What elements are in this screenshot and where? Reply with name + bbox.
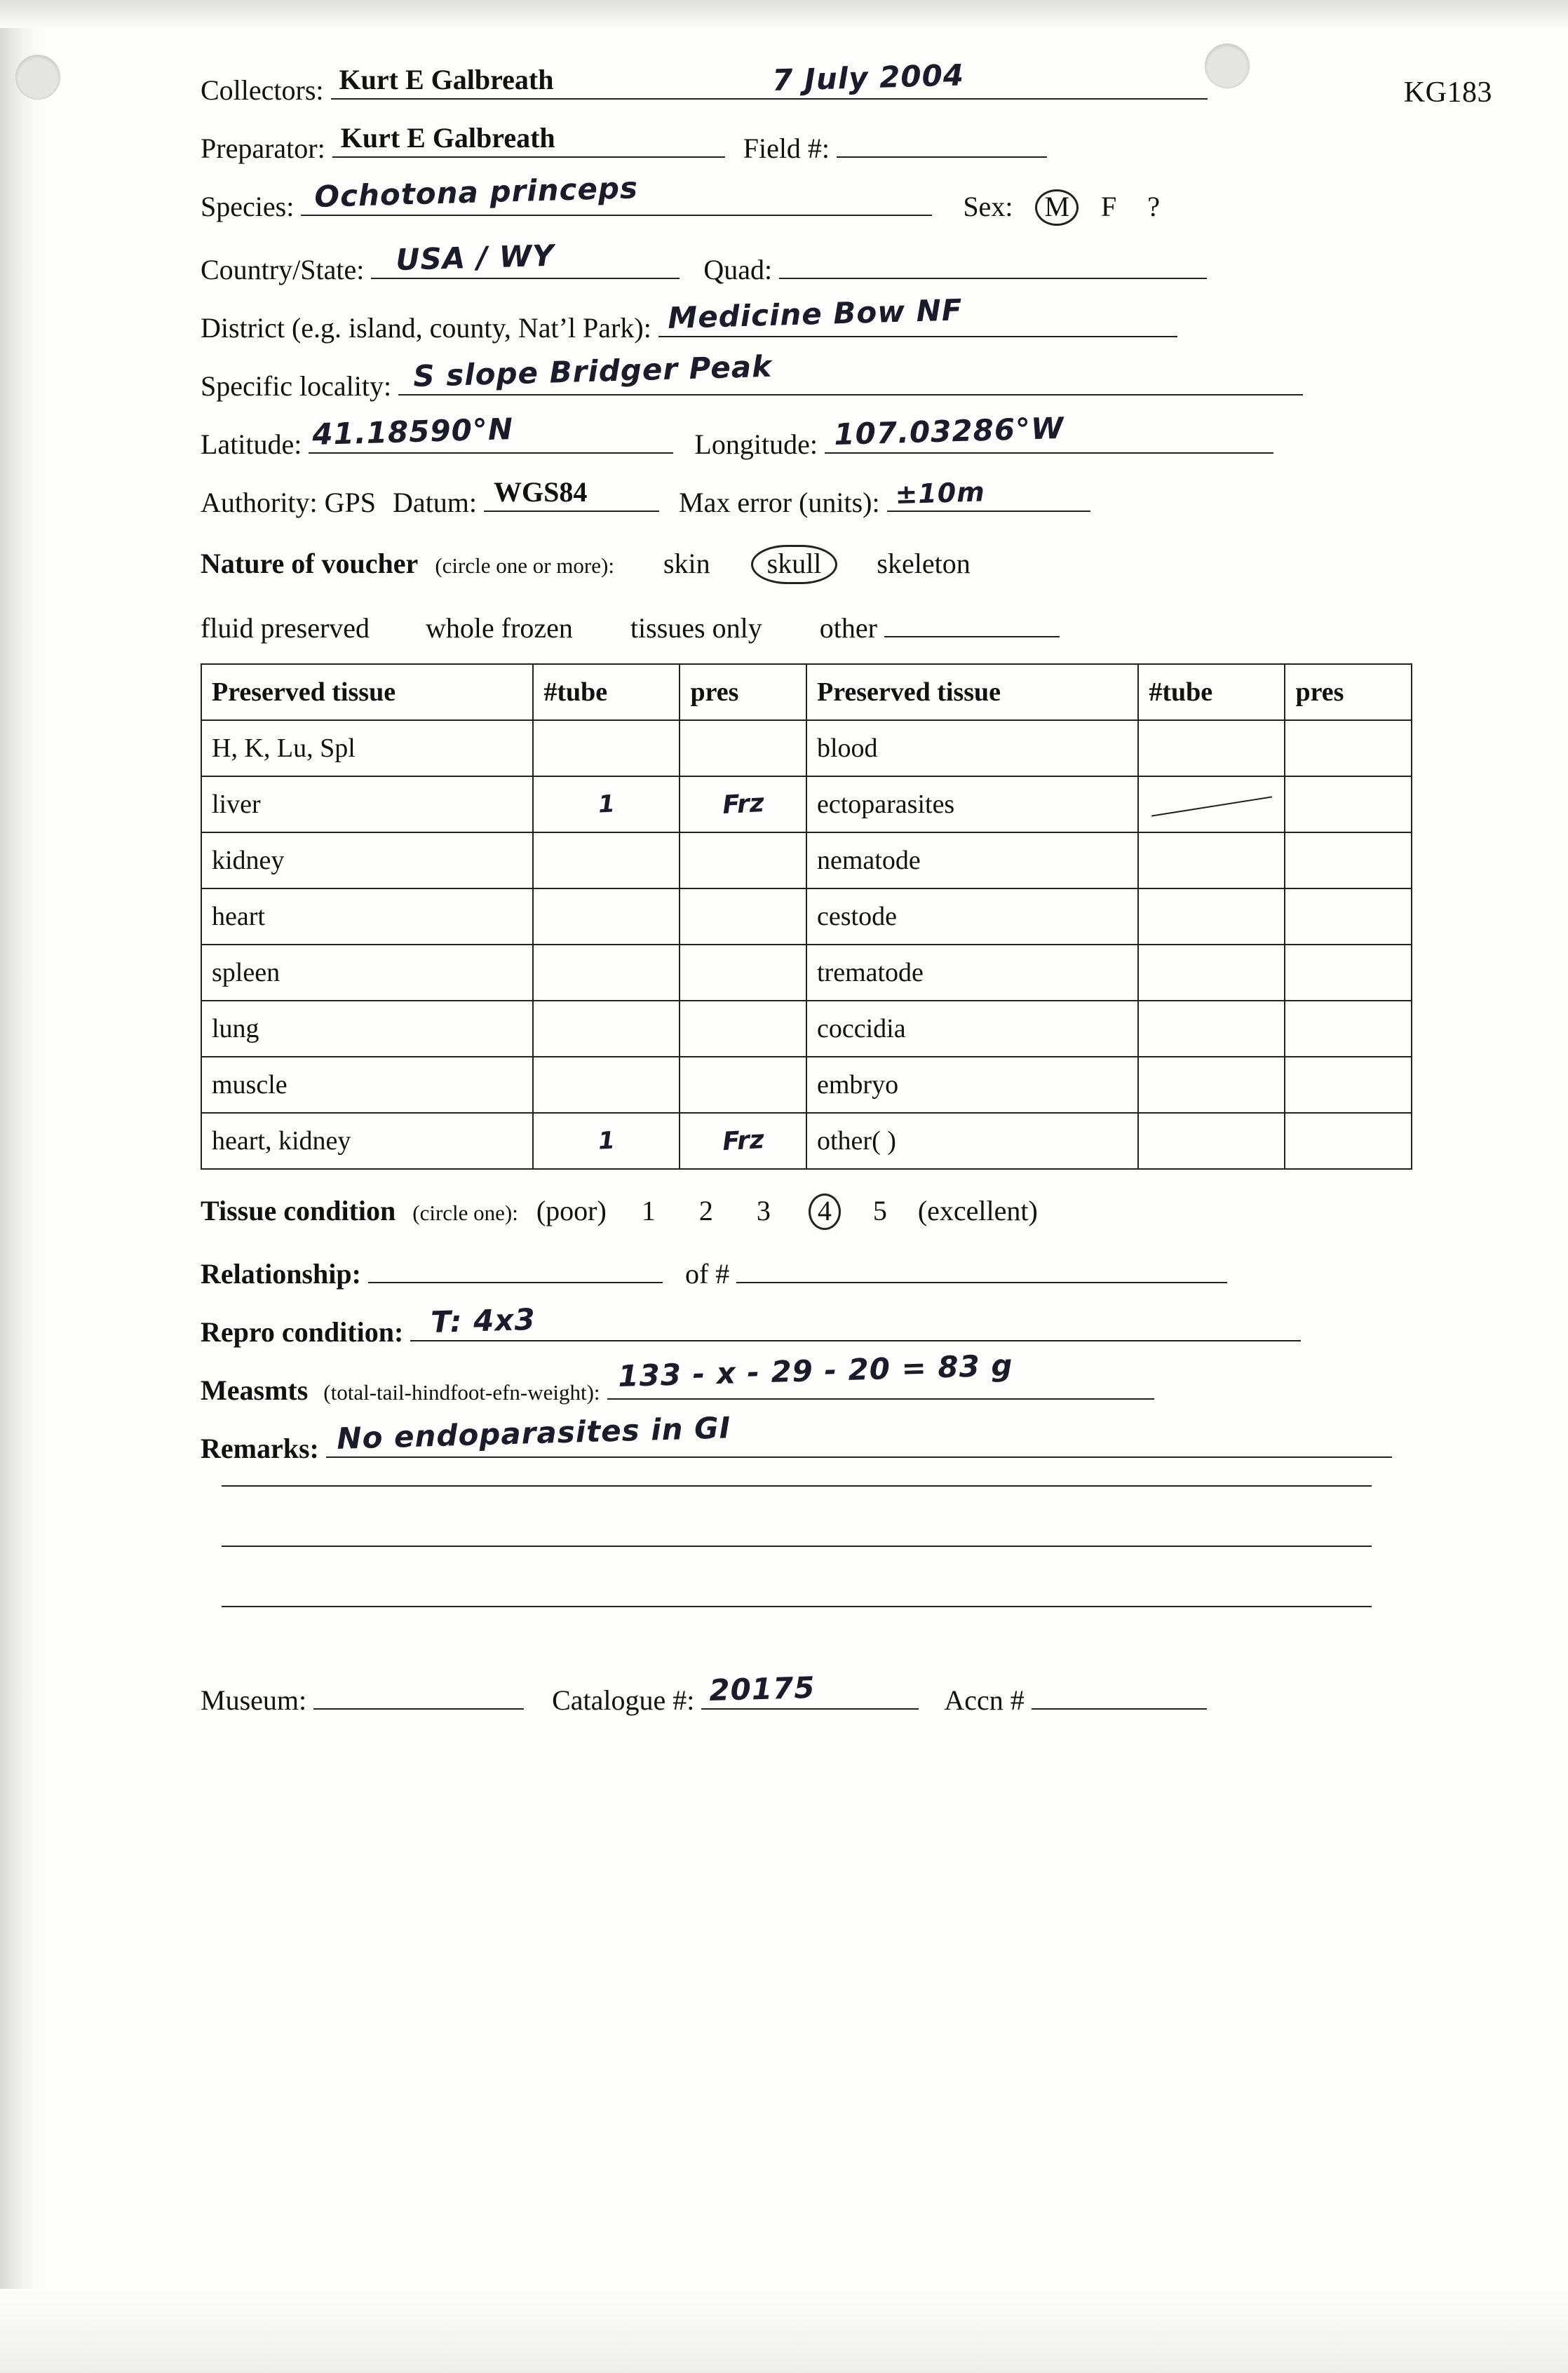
tissue-condition-5[interactable]: 5 xyxy=(872,1195,887,1226)
tissue-name-left: H, K, Lu, Spl xyxy=(201,720,533,776)
tissue-name-right: trematode xyxy=(806,945,1138,1001)
tissue-name-left: muscle xyxy=(201,1057,533,1113)
district-value: Medicine Bow NF xyxy=(667,292,963,335)
tissue-condition-1[interactable]: 1 xyxy=(641,1195,656,1226)
tissue-name-left: liver xyxy=(201,776,533,832)
sex-option-unknown[interactable]: ? xyxy=(1147,191,1161,222)
voucher-row-2 xyxy=(201,605,1484,642)
collectors-label: Collectors: xyxy=(201,74,324,106)
voucher-option-skin[interactable]: skin xyxy=(663,548,710,579)
scan-edge-shadow-bottom xyxy=(0,2289,1568,2373)
tissue-pres-left-value: Frz xyxy=(722,788,765,820)
datum-field[interactable] xyxy=(484,476,659,512)
tissue-condition-3[interactable]: 3 xyxy=(756,1195,771,1226)
tissue-pres-left[interactable] xyxy=(680,832,806,888)
table-row xyxy=(201,776,1412,832)
remarks-extra-line-1-row xyxy=(201,1484,1484,1544)
date-field[interactable] xyxy=(724,58,1208,100)
field-number-field[interactable] xyxy=(837,126,1047,158)
authority-label: Authority: GPS xyxy=(201,487,377,518)
tissue-pres-left[interactable] xyxy=(680,720,806,776)
tissue-pres-left[interactable] xyxy=(680,1113,806,1169)
tissue-pres-left[interactable] xyxy=(680,776,806,832)
measurements-label: Measmts xyxy=(201,1374,309,1406)
preparator-field[interactable] xyxy=(332,122,725,158)
tissue-condition-4[interactable]: 4 xyxy=(809,1194,841,1230)
collectors-row xyxy=(201,58,1484,106)
measurements-sublabel: (total-tail-hindfoot-efn-weight): xyxy=(323,1380,600,1405)
catalogue-value: 20175 xyxy=(709,1670,816,1708)
tissue-name-left: kidney xyxy=(201,832,533,888)
table-row xyxy=(201,1001,1412,1057)
measurements-field[interactable] xyxy=(607,1348,1154,1400)
tissue-name-left: heart xyxy=(201,888,533,945)
relationship-label: Relationship: xyxy=(201,1258,361,1290)
relationship-field[interactable] xyxy=(368,1251,663,1283)
museum-row xyxy=(201,1670,1484,1716)
table-row xyxy=(201,832,1412,888)
tissue-condition-2[interactable]: 2 xyxy=(698,1195,713,1226)
tissue-name-right: embryo xyxy=(806,1057,1138,1113)
remarks-extra-line-3-row xyxy=(201,1604,1484,1665)
latitude-field[interactable] xyxy=(309,412,673,454)
scan-edge-shadow-top xyxy=(0,0,1568,28)
tissue-name-left: heart, kidney xyxy=(201,1113,533,1169)
tissue-tube-left[interactable] xyxy=(533,888,680,945)
longitude-value: 107.03286°W xyxy=(833,410,1065,452)
specimen-id: KG183 xyxy=(1403,76,1492,109)
voucher-option-whole-frozen[interactable]: whole frozen xyxy=(426,612,573,644)
tissue-tube-right[interactable] xyxy=(1138,945,1285,1001)
tissue-condition-instruction: (circle one): xyxy=(412,1201,518,1225)
scan-edge-shadow-left xyxy=(0,0,42,2373)
tissue-tube-left[interactable] xyxy=(533,1001,680,1057)
country-state-row xyxy=(201,238,1484,285)
tissue-name-right: blood xyxy=(806,720,1138,776)
locality-field[interactable] xyxy=(398,349,1303,396)
table-row xyxy=(201,720,1412,776)
repro-condition-value: T: 4x3 xyxy=(430,1302,536,1339)
species-label: Species: xyxy=(201,191,295,222)
locality-value: S slope Bridger Peak xyxy=(412,349,773,393)
tissue-tube-left[interactable] xyxy=(533,945,680,1001)
datum-label: Datum: xyxy=(393,487,478,518)
remarks-value: No endoparasites in GI xyxy=(336,1410,731,1456)
header-tube-right: #tube xyxy=(1138,664,1285,720)
tissue-tube-right[interactable] xyxy=(1138,1057,1285,1113)
header-preserved-tissue-right: Preserved tissue xyxy=(806,664,1138,720)
tissue-tube-left-value: 1 xyxy=(597,1126,616,1156)
tissue-tube-right[interactable] xyxy=(1138,776,1285,832)
tissue-tube-right[interactable] xyxy=(1138,720,1285,776)
remarks-row xyxy=(201,1410,1484,1464)
tissue-pres-right[interactable] xyxy=(1285,1057,1412,1113)
collectors-field[interactable] xyxy=(331,64,724,100)
latitude-value: 41.18590°N xyxy=(312,412,515,452)
voucher-option-skeleton[interactable]: skeleton xyxy=(877,548,971,579)
measurements-row xyxy=(201,1348,1484,1406)
sex-option-male[interactable]: M xyxy=(1035,189,1079,226)
repro-condition-label: Repro condition: xyxy=(201,1316,404,1348)
preserved-tissue-table xyxy=(201,663,1412,1170)
header-pres-left: pres xyxy=(680,664,806,720)
voucher-option-skull[interactable]: skull xyxy=(751,545,838,584)
tissue-name-right: other( ) xyxy=(806,1113,1138,1169)
remarks-extra-line-1[interactable] xyxy=(222,1484,1372,1487)
table-row xyxy=(201,1057,1412,1113)
datum-value: WGS84 xyxy=(494,476,588,508)
tissue-tube-right[interactable] xyxy=(1138,888,1285,945)
district-field[interactable] xyxy=(658,292,1177,337)
tissue-pres-right[interactable] xyxy=(1285,1113,1412,1169)
tissue-pres-right[interactable] xyxy=(1285,720,1412,776)
country-state-label: Country/State: xyxy=(201,254,365,285)
specimen-form xyxy=(201,58,1484,1736)
preparator-row xyxy=(201,122,1484,164)
tissue-pres-left[interactable] xyxy=(680,945,806,1001)
locality-row xyxy=(201,349,1484,402)
max-error-value: ±10m xyxy=(894,476,985,510)
sex-label: Sex: xyxy=(963,191,1013,222)
remarks-extra-line-3[interactable] xyxy=(222,1604,1372,1607)
remarks-label: Remarks: xyxy=(201,1433,319,1464)
tissue-name-right: coccidia xyxy=(806,1001,1138,1057)
remarks-field[interactable] xyxy=(326,1410,1392,1458)
species-row xyxy=(201,170,1484,226)
tissue-name-right: ectoparasites xyxy=(806,776,1138,832)
header-tube-left: #tube xyxy=(533,664,680,720)
species-value: Ochotona princeps xyxy=(314,170,639,214)
voucher-option-fluid-preserved[interactable]: fluid preserved xyxy=(201,612,370,644)
tissue-pres-right[interactable] xyxy=(1285,776,1412,832)
tissue-tube-left[interactable] xyxy=(533,832,680,888)
species-field[interactable] xyxy=(301,170,932,216)
tissue-tube-left-value: 1 xyxy=(597,790,616,819)
voucher-option-tissues-only[interactable]: tissues only xyxy=(630,612,762,644)
district-label: District (e.g. island, county, Nat’l Park): xyxy=(201,312,651,344)
tissue-pres-right[interactable] xyxy=(1285,1001,1412,1057)
of-number-field[interactable] xyxy=(736,1251,1227,1283)
tissue-tube-right[interactable] xyxy=(1138,1113,1285,1169)
tissue-name-right: nematode xyxy=(806,832,1138,888)
preparator-value: Kurt E Galbreath xyxy=(340,122,555,154)
tissue-pres-left-value: Frz xyxy=(722,1125,765,1157)
voucher-other-field[interactable] xyxy=(884,605,1060,637)
tissue-tube-left[interactable] xyxy=(533,1113,680,1169)
tissue-condition-excellent-label: (excellent) xyxy=(917,1195,1038,1226)
punch-hole-icon xyxy=(15,55,60,100)
table-row xyxy=(201,1113,1412,1169)
latitude-label: Latitude: xyxy=(201,428,302,460)
tissue-name-left: lung xyxy=(201,1001,533,1057)
repro-condition-field[interactable] xyxy=(410,1302,1301,1341)
tissue-name-right: cestode xyxy=(806,888,1138,945)
measurements-value: 133 - x - 29 - 20 = 83 g xyxy=(617,1348,1013,1393)
remarks-extra-line-2[interactable] xyxy=(222,1544,1372,1547)
repro-condition-row xyxy=(201,1302,1484,1348)
relationship-row xyxy=(201,1251,1484,1288)
table-header-row xyxy=(201,664,1412,720)
country-state-field[interactable] xyxy=(371,238,680,279)
voucher-option-other[interactable]: other xyxy=(819,612,877,644)
strike-through-mark xyxy=(1151,796,1272,816)
accn-label: Accn # xyxy=(944,1684,1025,1716)
longitude-label: Longitude: xyxy=(694,428,818,460)
country-state-value: USA / WY xyxy=(396,238,555,277)
quad-field[interactable] xyxy=(779,247,1207,279)
voucher-title: Nature of voucher xyxy=(201,548,419,579)
header-pres-right: pres xyxy=(1285,664,1412,720)
tissue-pres-right[interactable] xyxy=(1285,832,1412,888)
tissue-pres-left[interactable] xyxy=(680,888,806,945)
tissue-pres-right[interactable] xyxy=(1285,945,1412,1001)
coordinates-row xyxy=(201,410,1484,460)
tissue-tube-left[interactable] xyxy=(533,776,680,832)
tissue-tube-right[interactable] xyxy=(1138,832,1285,888)
tissue-condition-row xyxy=(201,1194,1484,1230)
remarks-extra-line-2-row xyxy=(201,1544,1484,1604)
district-row xyxy=(201,292,1484,344)
tissue-tube-left[interactable] xyxy=(533,1057,680,1113)
voucher-row-1 xyxy=(201,545,1484,584)
locality-label: Specific locality: xyxy=(201,370,392,402)
max-error-label: Max error (units): xyxy=(679,487,880,518)
tissue-condition-poor-label: (poor) xyxy=(536,1195,607,1226)
tissue-pres-left[interactable] xyxy=(680,1057,806,1113)
date-value: 7 July 2004 xyxy=(771,58,965,97)
catalogue-label: Catalogue #: xyxy=(552,1684,695,1716)
of-number-label: of # xyxy=(684,1258,730,1290)
museum-label: Museum: xyxy=(201,1684,307,1716)
tissue-pres-left[interactable] xyxy=(680,1001,806,1057)
header-preserved-tissue-left: Preserved tissue xyxy=(201,664,533,720)
quad-label: Quad: xyxy=(703,254,773,285)
max-error-field[interactable] xyxy=(887,476,1090,512)
catalogue-field[interactable] xyxy=(701,1670,919,1710)
tissue-tube-right[interactable] xyxy=(1138,1001,1285,1057)
collectors-value: Kurt E Galbreath xyxy=(339,64,554,95)
tissue-condition-label: Tissue condition xyxy=(201,1195,396,1226)
voucher-instruction: (circle one or more): xyxy=(435,553,614,578)
tissue-tube-left[interactable] xyxy=(533,720,680,776)
longitude-field[interactable] xyxy=(825,410,1273,454)
preparator-label: Preparator: xyxy=(201,133,325,164)
sex-option-female[interactable]: F xyxy=(1101,191,1117,222)
field-number-label: Field #: xyxy=(743,133,830,164)
tissue-name-left: spleen xyxy=(201,945,533,1001)
authority-row xyxy=(201,476,1484,518)
table-row xyxy=(201,888,1412,945)
museum-field[interactable] xyxy=(313,1677,524,1710)
table-row xyxy=(201,945,1412,1001)
accn-field[interactable] xyxy=(1032,1677,1207,1710)
tissue-pres-right[interactable] xyxy=(1285,888,1412,945)
